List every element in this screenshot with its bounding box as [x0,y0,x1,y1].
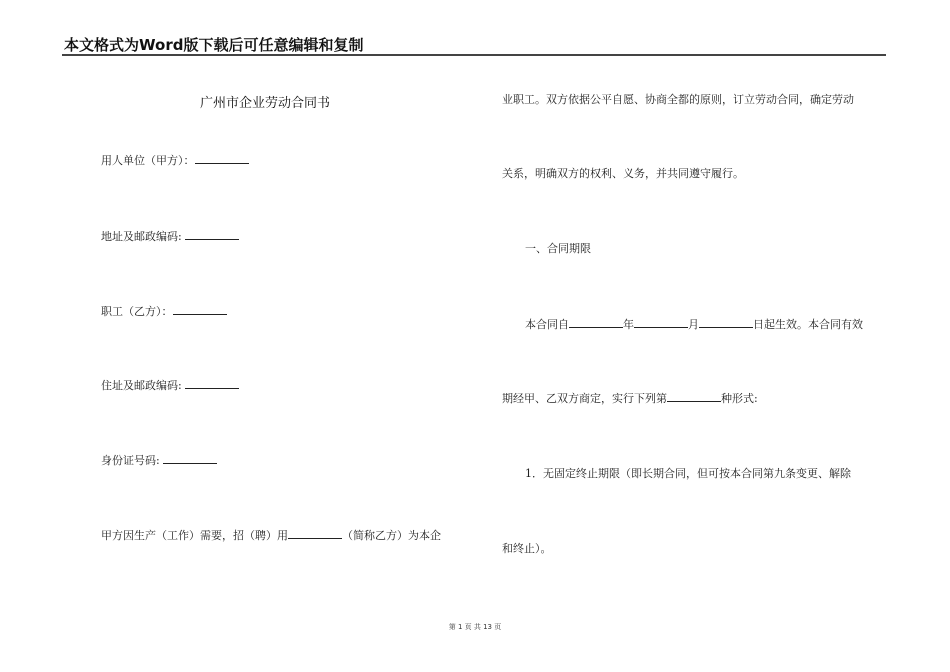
intro-paragraph-start [101,528,441,543]
employee-name-blank[interactable] [288,528,342,539]
employer-address-blank[interactable] [185,229,239,240]
term-month-blank[interactable] [634,317,688,328]
intro-text-1: 甲方因生产（工作）需要，招（聘）用 [101,529,288,542]
term-month-label: 月 [688,318,699,331]
employee-field [101,304,227,319]
employer-label: 用人单位（甲方）： [101,154,195,167]
employee-blank[interactable] [173,304,227,315]
employer-address-label: 地址及邮政编码: [101,230,182,243]
term-form-blank[interactable] [667,391,721,402]
page-number: 第 1 页 共 13 页 [448,623,502,631]
employer-blank[interactable] [195,153,249,164]
employer-address-field [101,229,239,244]
term-day-label: 日起生效。本合同有效 [753,318,863,331]
term-form-text: 期经甲、乙双方商定，实行下列第 [502,392,667,405]
term-option-1: 1．无固定终止期限（即长期合同，但可按本合同第九条变更、解除 [525,467,851,480]
employee-label: 职工（乙方）： [101,305,173,318]
id-number-blank[interactable] [163,453,217,464]
term-year-label: 年 [623,318,634,331]
employer-field [101,153,249,168]
employee-address-blank[interactable] [185,378,239,389]
term-option-1-cont: 和终止）。 [502,542,552,555]
term-day-blank[interactable] [699,317,753,328]
header-divider [62,54,886,56]
id-number-field [101,453,217,468]
intro-text-2: （简称乙方）为本企 [342,529,441,542]
term-form-suffix: 种形式: [721,392,758,405]
section-heading-contract-term: 一、合同期限 [525,242,591,255]
employee-address-label: 住址及邮政编码: [101,379,182,392]
intro-paragraph-cont-2: 关系，明确双方的权利、义务，并共同遵守履行。 [502,167,744,180]
header-text: 本文格式为Word版下载后可任意编辑和复制 [64,36,364,54]
employee-address-field [101,378,239,393]
document-title: 广州市企业劳动合同书 [200,96,331,111]
id-number-label: 身份证号码: [101,454,160,467]
contract-term-line-1 [525,317,863,332]
contract-term-line-2 [502,391,758,406]
term-year-blank[interactable] [569,317,623,328]
intro-paragraph-cont: 业职工。双方依据公平自愿、协商全都的原则，订立劳动合同，确定劳动 [502,93,854,106]
term-text-start: 本合同自 [525,318,569,331]
